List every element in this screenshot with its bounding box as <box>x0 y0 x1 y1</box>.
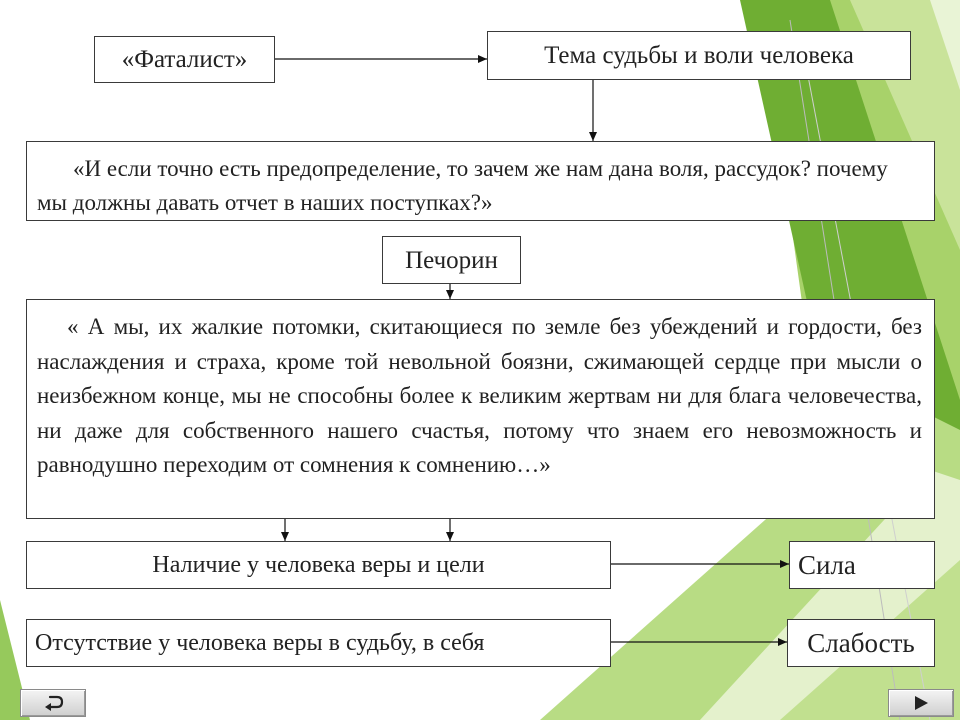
quote-descendants-text: « А мы, их жалкие потомки, скитающиеся по земле без убеждений и гордости, без наслаждения и страха, кроме той невольной боязни, сжимающей сердце при мысли о неизбежном конце, мы не способны более к великим жертвам ни для блага человечества, ни даже для собственного нашего счастья, потому что знаем его невозможность и равнодушно переходим от сомнения к сомнению…» <box>37 314 922 477</box>
story-title-box <box>94 36 275 83</box>
character-box <box>382 236 521 284</box>
return-arrow-icon <box>42 695 64 711</box>
weakness-box <box>787 619 935 667</box>
story-title: «Фаталист» <box>121 46 248 73</box>
play-triangle-icon <box>912 695 930 711</box>
quote-will-box <box>26 141 935 221</box>
quote-will-text: «И если точно есть предопределение, то зачем же нам дана воля, рассудок? почему мы должны давать отчет в наших поступках?» <box>37 156 888 215</box>
weakness-label: Слабость <box>807 627 915 658</box>
faith-absent-box <box>26 619 611 667</box>
theme-box <box>487 31 911 80</box>
strength-box <box>789 541 935 589</box>
faith-present-label: Наличие у человека веры и цели <box>152 552 485 578</box>
character-name: Печорин <box>405 246 498 274</box>
theme-label: Тема судьбы и воли человека <box>544 42 854 69</box>
faith-absent-label: Отсутствие у человека веры в судьбу, в себя <box>35 630 485 656</box>
quote-descendants-box <box>26 299 935 519</box>
back-button[interactable] <box>20 689 86 717</box>
next-button[interactable] <box>888 689 954 717</box>
faith-present-box <box>26 541 611 589</box>
strength-label: Сила <box>798 549 856 580</box>
